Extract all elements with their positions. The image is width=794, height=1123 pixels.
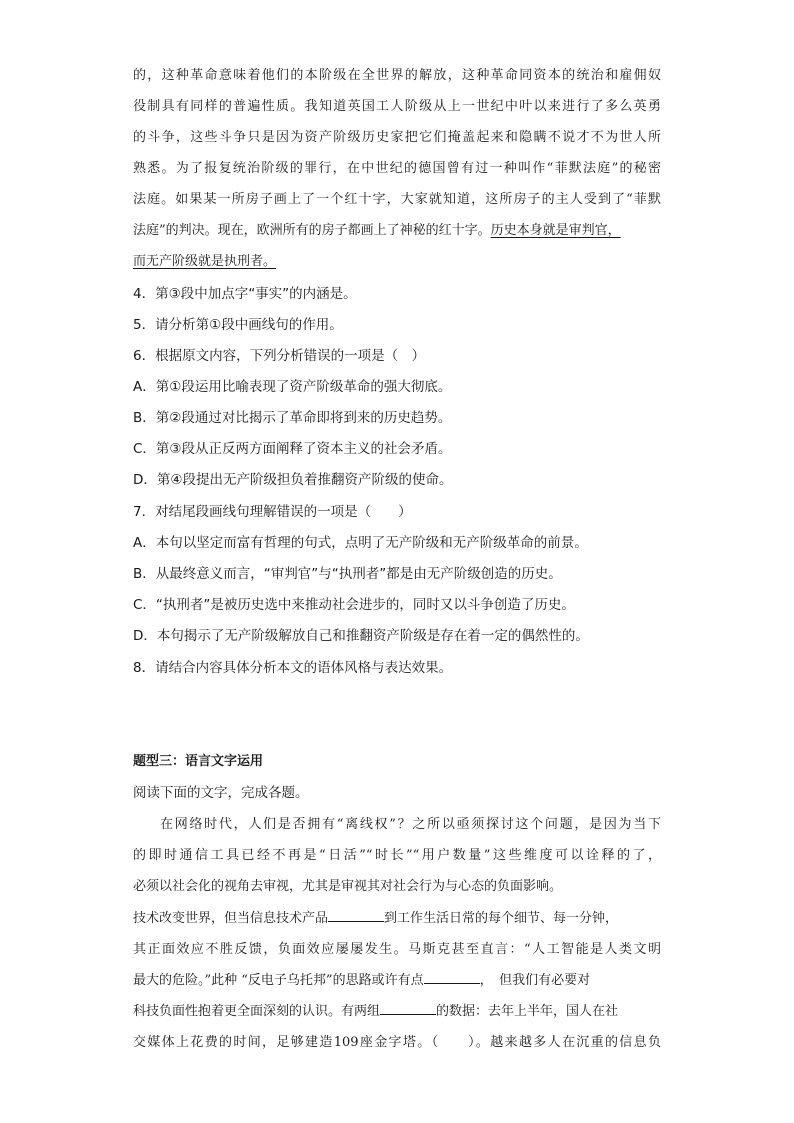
para1-line-2: 的即时通信工具已经不再是“日活”“时长”“用户数量”这些维度可以诠释的了， <box>133 848 661 863</box>
question-4: 4．第③段中加点字“事实”的内涵是。 <box>133 286 357 302</box>
question-7-option-b: B．从最终意义而言，“审判官”与“执刑者”都是由无产阶级创造的历史。 <box>133 566 562 582</box>
underlined-sentence-part-1: 历史本身就是审判官， <box>490 223 621 238</box>
para2-line-4-a: 科技负面性抱着更全面深刻的认识。有两组 <box>133 1004 381 1019</box>
para2-line-3-a: 最大的危险。”此种 “反电子乌托邦”的思路或许有点 <box>133 973 424 988</box>
para2-line-1 <box>133 909 661 929</box>
para2-line-1-b: 到工作生活日常的每个细节、每一分钟， <box>384 911 619 926</box>
fill-blank-2 <box>424 971 480 984</box>
fill-blank-3 <box>380 1002 436 1015</box>
para1-line-3: 必须以社会化的视角去审视，尤其是审视其对社会行为与心态的负面影响。 <box>133 879 563 894</box>
passage-line-2: 役制具有同样的普遍性质。我知道英国工人阶级从上一世纪中叶以来进行了多么英勇 <box>133 99 661 114</box>
question-6-option-b: B．第②段通过对比揭示了革命即将到来的历史趋势。 <box>133 410 452 426</box>
para2-line-1-a: 技术改变世界，但当信息技术产品 <box>133 911 329 926</box>
section-title: 题型三：语言文字运用 <box>133 754 264 769</box>
para2-line-5: 交媒体上花费的时间，足够建造109座金字塔。（ ）。越来越多人在沉重的信息负 <box>133 1035 661 1050</box>
para2-line-4-b: 的数据：去年上半年，国人在社 <box>436 1004 619 1019</box>
para2-line-3-b: ， 但我们有必要对 <box>479 973 591 988</box>
passage-line-1: 的，这种革命意味着他们的本阶级在全世界的解放，这种革命同资本的统治和雇佣奴 <box>133 68 661 83</box>
underlined-sentence-part-2: 而无产阶级就是执刑者。 <box>133 254 277 269</box>
para2-line-4 <box>133 1002 661 1022</box>
question-6-option-c: C．第③段从正反两方面阐释了资本主义的社会矛盾。 <box>133 441 452 457</box>
question-7-option-c: C．“执刑者”是被历史选中来推动社会进步的，同时又以斗争创造了历史。 <box>133 597 575 613</box>
fill-blank-1 <box>328 909 384 922</box>
question-6: 6．根据原文内容，下列分析错误的一项是（ ） <box>133 348 426 364</box>
passage-line-6 <box>133 221 661 241</box>
question-8: 8．请结合内容具体分析本文的语体风格与表达效果。 <box>133 660 453 676</box>
para1-line-1: 在网络时代，人们是否拥有“离线权”？之所以亟须探讨这个问题，是因为当下 <box>160 817 661 832</box>
question-7-option-d: D．本句揭示了无产阶级解放自己和推翻资产阶级是存在着一定的偶然性的。 <box>133 628 589 644</box>
passage-line-3: 的斗争，这些斗争只是因为资产阶级历史家把它们掩盖起来和隐瞒不说才不为世人所 <box>133 130 661 145</box>
question-5: 5．请分析第①段中画线句的作用。 <box>133 317 343 333</box>
question-7: 7．对结尾段画线句理解错误的一项是（ ） <box>133 504 412 520</box>
section-instruction: 阅读下面的文字，完成各题。 <box>133 785 309 801</box>
question-6-option-a: A．第①段运用比喻表现了资产阶级革命的强大彻底。 <box>133 379 452 395</box>
passage-line-5: 法庭。如果某一所房子画上了一个红十字，大家就知道，这所房子的主人受到了“菲默 <box>133 192 661 207</box>
passage-line-6-text: 法庭”的判决。现在，欧洲所有的房子都画上了神秘的红十字。 <box>133 223 491 238</box>
question-7-option-a: A．本句以坚定而富有哲理的句式，点明了无产阶级和无产阶级革命的前景。 <box>133 535 588 551</box>
question-6-option-d: D．第④段提出无产阶级担负着推翻资产阶级的使命。 <box>133 472 453 488</box>
para2-line-3 <box>133 971 661 991</box>
passage-line-7 <box>133 252 661 272</box>
para2-line-2: 其正面效应不胜反馈，负面效应屡屡发生。马斯克甚至直言：“人工智能是人类文明 <box>133 942 661 957</box>
passage-line-4: 熟悉。为了报复统治阶级的罪行，在中世纪的德国曾有过一种叫作“菲默法庭”的秘密 <box>133 161 661 176</box>
